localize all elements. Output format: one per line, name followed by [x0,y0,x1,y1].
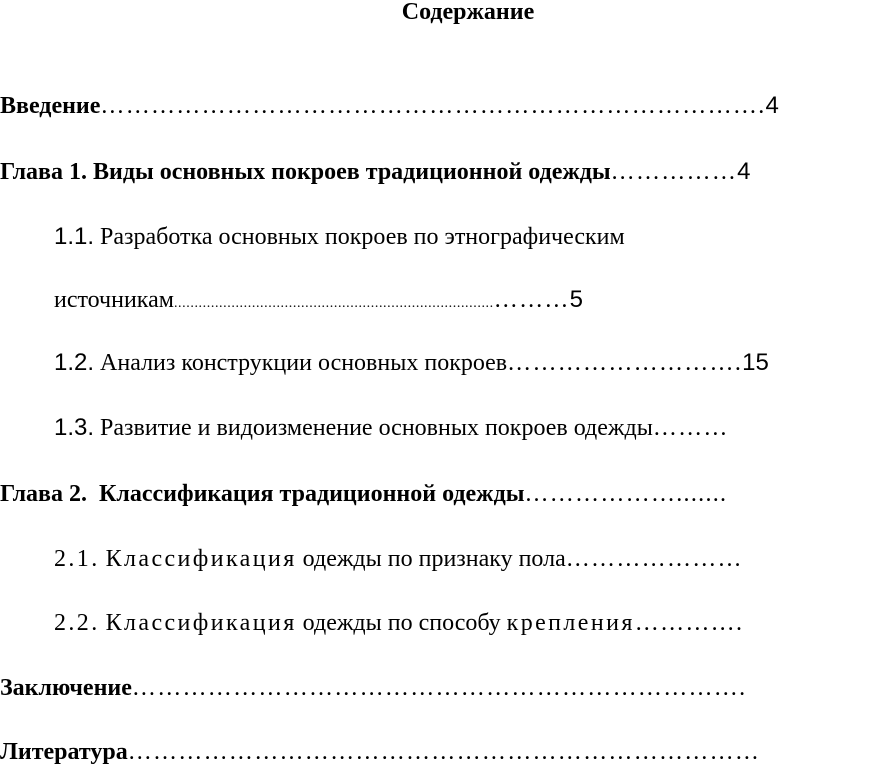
toc-entry-1-2 [54,347,769,379]
toc-page-number: 15 [742,349,769,376]
toc-leader: ………………………. [507,350,743,376]
toc-leader-small: .............................................................................. [173,296,494,311]
toc-leader: ………………………………………………………………… [127,739,761,765]
toc-entry-1-3 [54,412,729,444]
toc-entry-label: источникам [54,287,174,313]
toc-entry-label: Глава 2. Классификация традиционной одежды [0,481,525,507]
toc-entry-label: Глава 1. Виды основных покроев традиционной одежды [0,159,611,185]
toc-entry-label-spaced: Классификация [105,610,297,636]
toc-entry-2-1 [54,543,743,575]
toc-leader: ………………………………………………………………. [131,675,747,701]
toc-entry-literature [0,736,760,768]
toc-entry-number: 2.2. [54,610,100,636]
toc-entry-label: одежды по способу [302,610,501,636]
toc-entry-2-2 [54,607,743,639]
toc-entry-chapter-2 [0,478,727,510]
toc-entry-introduction [0,90,779,122]
toc-entry-label-spaced-2: крепления [506,610,635,636]
toc-entry-number: 1.1. [54,223,95,250]
toc-page-number: 4 [737,158,751,185]
toc-leader: ………………… [565,546,743,572]
toc-leader: ……………………………………………………………………. [100,93,766,119]
toc-entry-label-spaced: Классификация [105,546,297,572]
toc-entry-label: Заключение [0,675,132,701]
toc-leader: ………………....... [524,481,728,507]
toc-entry-label: Введение [0,93,101,119]
toc-entry-number: 1.2. [54,349,95,376]
toc-entry-label: Литература [0,739,128,765]
toc-leader: ……… [493,287,570,313]
toc-leader: …………. [634,610,744,636]
page-title: Содержание [401,0,535,25]
toc-page-number: 4 [765,92,779,119]
toc-entry-number: 1.3. [54,414,95,441]
toc-entry-number: 2.1. [54,546,100,572]
toc-entry-label: одежды по признаку пола [302,546,566,572]
toc-leader: ……… [652,415,729,441]
toc-entry-1-1 [54,221,625,253]
toc-leader: …………… [610,159,738,185]
toc-entry-label: Развитие и видоизменение основных покроев одежды [100,415,653,441]
toc-entry-label: Разработка основных покроев по этнографическим [100,224,625,250]
toc-entry-conclusion [0,672,746,704]
toc-entry-1-1-continuation [54,284,583,320]
toc-entry-label: Анализ конструкции основных покроев [100,350,508,376]
toc-page-number: 5 [569,286,584,313]
toc-entry-chapter-1 [0,156,751,188]
